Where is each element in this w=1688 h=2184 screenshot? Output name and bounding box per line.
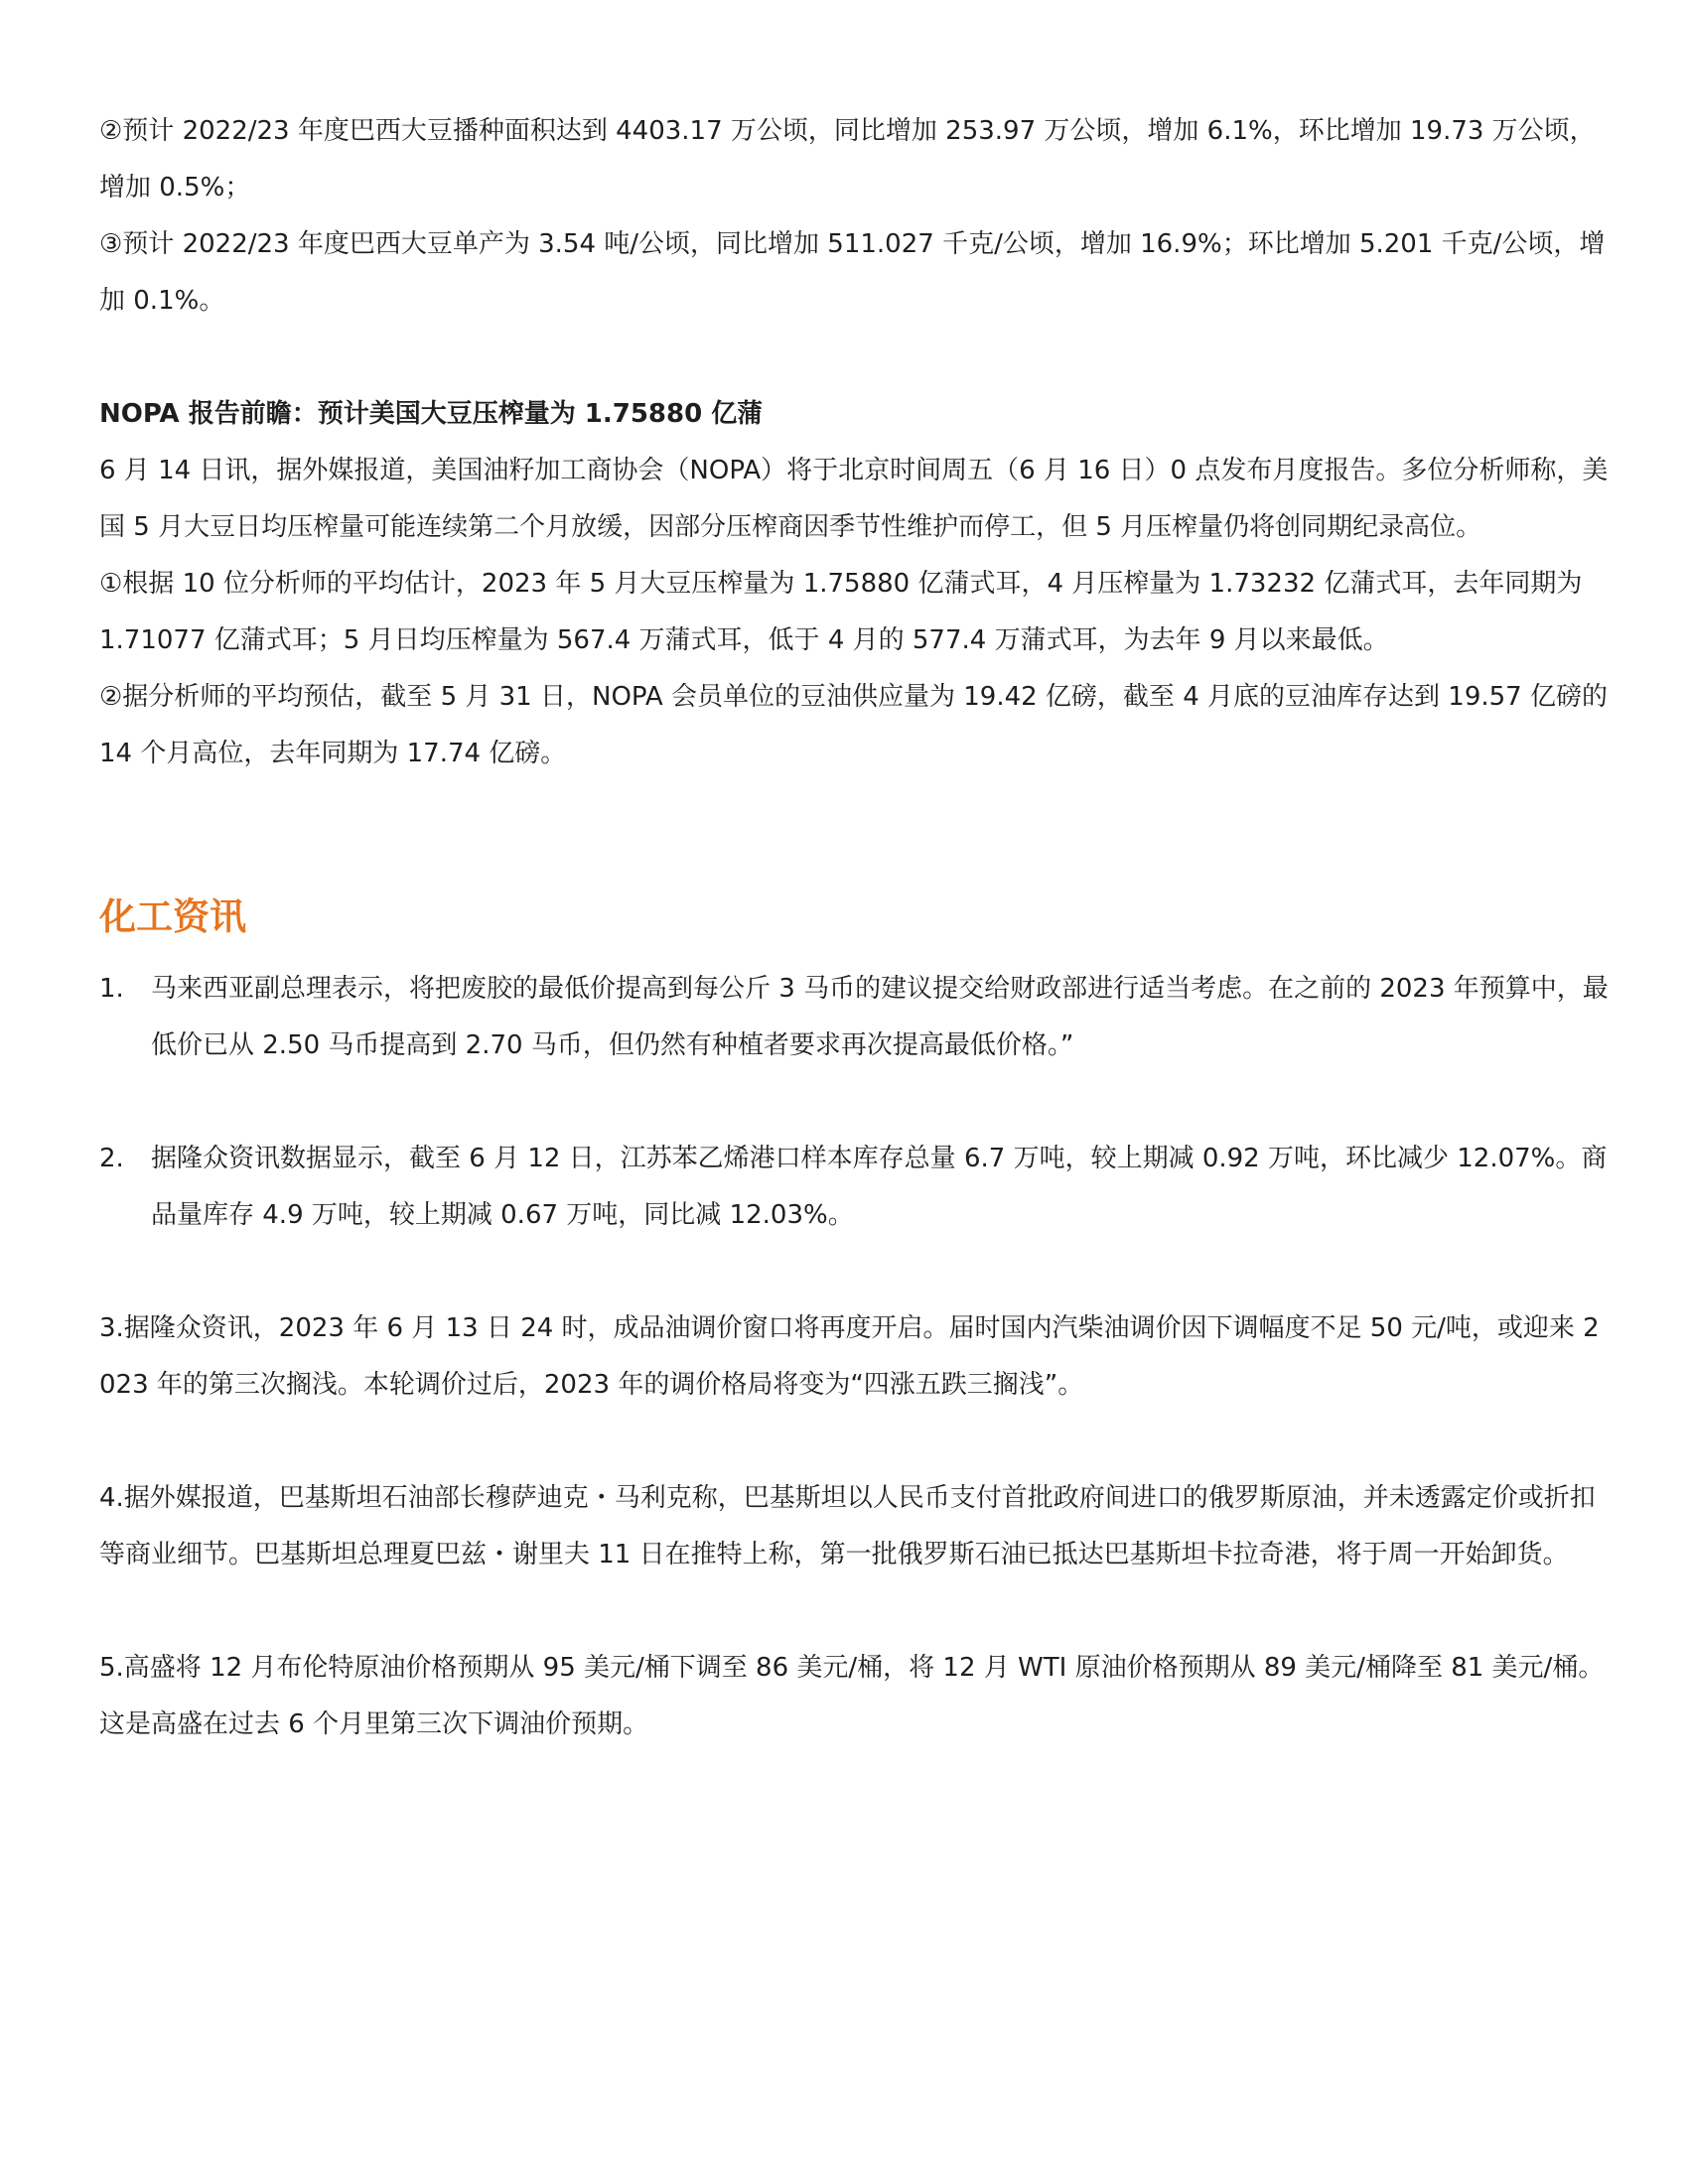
chem-item-3: 3.据隆众资讯，2023 年 6 月 13 日 24 时，成品油调价窗口将再度开启。届时国内汽柴油调价因下调幅度不足 50 元/吨，或迎来 2023 年的第三次搁浅。本轮调价过后，2023 年的调价格局将变为“四涨五跌三搁浅”。: [99, 1313, 1600, 1400]
soy-yield-paragraph: ③预计 2022/23 年度巴西大豆单产为 3.54 吨/公顷，同比增加 511.027 千克/公顷，增加 16.9%；环比增加 5.201 千克/公顷，增加 0.1%。: [99, 229, 1606, 316]
chem-section-title: 化工资讯: [99, 895, 246, 938]
list-text: 马来西亚副总理表示，将把废胶的最低价提高到每公斤 3 马币的建议提交给财政部进行适当考虑。在之前的 2023 年预算中，最低价已从 2.50 马币提高到 2.70 马币，但仍然有种植者要求再次提高最低价格。”: [151, 974, 1609, 1060]
nopa-heading: NOPA 报告前瞻：预计美国大豆压榨量为 1.75880 亿蒲: [99, 399, 764, 429]
spacer: [99, 1244, 1609, 1300]
list-number: 1.: [99, 974, 124, 1004]
list-number: 2.: [99, 1144, 124, 1173]
chem-item-5: 5.高盛将 12 月布伦特原油价格预期从 95 美元/桶下调至 86 美元/桶，将 12 月 WTI 原油价格预期从 89 美元/桶降至 81 美元/桶。这是高盛在过去 6 个月里第三次下调油价预期。: [99, 1653, 1605, 1739]
spacer: [99, 1414, 1609, 1470]
spacer: [99, 782, 1609, 887]
spacer: [99, 1583, 1609, 1640]
nopa-soyoil-paragraph: ②据分析师的平均预估，截至 5 月 31 日，NOPA 会员单位的豆油供应量为 19.42 亿磅，截至 4 月底的豆油库存达到 19.57 亿磅的 14 个月高位，去年同期为 17.74 亿磅。: [99, 682, 1608, 768]
spacer: [99, 947, 1609, 961]
chem-item-4: 4.据外媒报道，巴基斯坦石油部长穆萨迪克・马利克称，巴基斯坦以人民币支付首批政府间进口的俄罗斯原油，并未透露定价或折扣等商业细节。巴基斯坦总理夏巴兹・谢里夫 11 日在推特上称，第一批俄罗斯石油已抵达巴基斯坦卡拉奇港，将于周一开始卸货。: [99, 1483, 1596, 1570]
spacer: [99, 330, 1609, 386]
document-content: [99, 103, 1609, 1753]
nopa-estimate-paragraph: ①根据 10 位分析师的平均估计，2023 年 5 月大豆压榨量为 1.75880 亿蒲式耳，4 月压榨量为 1.73232 亿蒲式耳，去年同期为 1.71077 亿蒲式耳；5 月日均压榨量为 567.4 万蒲式耳，低于 4 月的 577.4 万蒲式耳，为去年 9 月以来最低。: [99, 569, 1583, 655]
nopa-intro-paragraph: 6 月 14 日讯，据外媒报道，美国油籽加工商协会（NOPA）将于北京时间周五（6 月 16 日）0 点发布月度报告。多位分析师称，美国 5 月大豆日均压榨量可能连续第二个月放缓，因部分压榨商因季节性维护而停工，但 5 月压榨量仍将创同期纪录高位。: [99, 456, 1609, 542]
chem-list-item-1: [99, 961, 1609, 1074]
chem-list-item-2: [99, 1131, 1609, 1244]
spacer: [99, 1074, 1609, 1131]
soy-area-paragraph: ②预计 2022/23 年度巴西大豆播种面积达到 4403.17 万公顷，同比增加 253.97 万公顷，增加 6.1%，环比增加 19.73 万公顷，增加 0.5%；: [99, 116, 1596, 203]
list-text: 据隆众资讯数据显示，截至 6 月 12 日，江苏苯乙烯港口样本库存总量 6.7 万吨，较上期减 0.92 万吨，环比减少 12.07%。商品量库存 4.9 万吨，较上期减 0.67 万吨，同比减 12.03%。: [151, 1144, 1608, 1230]
